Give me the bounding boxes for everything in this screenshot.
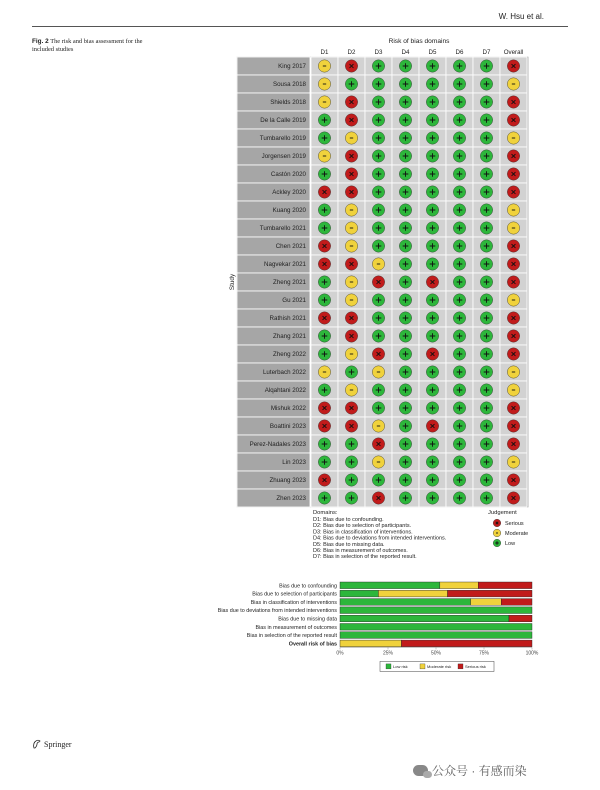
study-row: [237, 363, 527, 381]
study-row: [237, 309, 527, 327]
bar-segment: [509, 615, 532, 622]
category-label: Bias due to missing data: [278, 616, 337, 623]
bar-segment: [340, 640, 401, 647]
plot-title: Risk of bias domains: [388, 38, 450, 45]
study-row: [237, 129, 527, 147]
study-name: Chen 2021: [275, 243, 306, 251]
domain-description: D5: Bias due to missing data.: [313, 541, 385, 548]
bar-segment: [340, 632, 532, 639]
publisher-footer: [32, 739, 72, 749]
summary-x-ticks: [336, 647, 539, 656]
study-name: Zhuang 2023: [269, 477, 306, 485]
study-name: Mishuk 2022: [270, 405, 306, 413]
study-row: [237, 399, 527, 417]
bar-segment: [340, 624, 532, 631]
bar-segment: [340, 599, 471, 606]
x-tick-label: 100%: [525, 650, 539, 657]
study-name: Ackley 2020: [272, 189, 306, 197]
study-row: [237, 345, 527, 363]
category-label: Bias in classification of interventions: [250, 599, 337, 606]
study-row: [237, 75, 527, 93]
bar-segment: [401, 640, 532, 647]
springer-horse-icon: [32, 739, 41, 749]
x-tick-label: 50%: [430, 650, 442, 657]
watermark-text: 公众号 · 有感而染: [432, 764, 527, 778]
column-header-d5: D5: [428, 49, 437, 56]
summary-legend: [380, 661, 494, 671]
publisher-name: Springer: [44, 739, 72, 749]
legend-label-serious: Serious: [505, 521, 524, 527]
study-name: Luterbach 2022: [262, 369, 306, 377]
bar-segment: [340, 615, 509, 622]
study-row: [237, 147, 527, 165]
study-name: Tumbarello 2019: [259, 135, 306, 143]
study-name: Tumbarello 2021: [259, 225, 306, 233]
domain-description: D3: Bias in classification of interventions.: [313, 529, 413, 536]
study-name: Castón 2020: [270, 171, 306, 179]
study-row: [237, 291, 527, 309]
category-label: Bias due to deviations from intended interventions: [217, 608, 337, 615]
study-row: [237, 57, 527, 75]
category-label: Overall risk of bias: [288, 641, 337, 648]
category-label: Bias in measurement of outcomes: [255, 624, 337, 631]
judgement-title: Judgement: [488, 510, 517, 516]
study-row: [237, 93, 527, 111]
study-name: King 2017: [278, 63, 306, 71]
study-name: Zhang 2021: [272, 333, 306, 341]
summary-category-labels: [218, 583, 338, 647]
study-row: [237, 183, 527, 201]
summary-bars: [340, 582, 532, 647]
study-name: Boattini 2023: [269, 423, 306, 431]
study-row: [237, 273, 527, 291]
watermark: [413, 762, 527, 779]
column-header-d2: D2: [347, 49, 356, 56]
study-row: [237, 165, 527, 183]
column-header-overall: Overall: [503, 49, 524, 56]
legend-series-label: Low risk: [393, 664, 408, 670]
study-name: Zheng 2022: [272, 351, 306, 359]
y-axis-label: Study: [229, 273, 236, 291]
study-row: [237, 237, 527, 255]
legend-series-label: Moderate risk: [427, 664, 452, 670]
study-name: Sousa 2018: [272, 81, 306, 89]
study-name: Nagvekar 2021: [264, 261, 306, 269]
category-label: Bias in selection of the reported result: [246, 633, 337, 640]
study-row: [237, 255, 527, 273]
risk-of-bias-summary-chart: [0, 570, 600, 690]
domains-list: [313, 517, 447, 560]
study-name: Lin 2023: [282, 459, 306, 467]
column-header-d1: D1: [320, 49, 329, 56]
figure-caption-text: The risk and bias assessment for the included studies: [32, 38, 143, 53]
wechat-icon: [413, 765, 428, 776]
category-label: Bias due to confounding: [279, 583, 337, 590]
study-name: Jorgensen 2019: [261, 153, 306, 161]
running-header-author: W. Hsu et al.: [498, 12, 544, 21]
figure-label: Fig. 2: [32, 38, 49, 45]
bar-segment: [478, 582, 532, 589]
legend-swatch: [420, 664, 425, 669]
study-name: De la Calle 2019: [260, 117, 306, 125]
bar-segment: [340, 582, 440, 589]
domains-legend: [313, 510, 447, 560]
study-row: [237, 471, 527, 489]
study-row: [237, 111, 527, 129]
domain-description: D1: Bias due to confounding.: [313, 517, 384, 523]
x-tick-label: 0%: [336, 650, 344, 657]
bar-segment: [340, 607, 532, 614]
bar-segment: [448, 590, 532, 597]
domain-description: D6: Bias in measurement of outcomes.: [313, 548, 408, 554]
legend-swatch: [458, 664, 463, 669]
category-label: Bias due to selection of participants: [252, 591, 337, 598]
study-name: Zheng 2021: [272, 279, 306, 287]
bar-segment: [340, 590, 378, 597]
study-name: Rathish 2021: [269, 315, 306, 323]
study-row: [237, 435, 527, 453]
legend-label-low: Low: [505, 541, 516, 547]
study-row: [237, 417, 527, 435]
bar-segment: [440, 582, 478, 589]
legend-swatch: [386, 664, 391, 669]
judgement-legend: [488, 510, 528, 547]
study-row: [237, 453, 527, 471]
study-row: [237, 381, 527, 399]
legend-series-label: Serious risk: [465, 664, 486, 670]
study-row: [237, 219, 527, 237]
domain-description: D7: Bias in selection of the reported result.: [313, 554, 417, 560]
column-header-d7: D7: [482, 49, 491, 56]
study-row: [237, 327, 527, 345]
x-tick-label: 25%: [382, 650, 394, 657]
domains-title: Domains:: [313, 510, 338, 516]
domain-description: D2: Bias due to selection of participants.: [313, 523, 412, 530]
study-rows: [237, 57, 527, 507]
study-name: Alqahtani 2022: [264, 387, 306, 395]
domain-description: D4: Bias due to deviations from intended interventions.: [313, 535, 447, 542]
column-headers: [321, 49, 524, 56]
x-tick-label: 75%: [478, 650, 490, 657]
study-row: [237, 489, 527, 507]
column-header-d6: D6: [455, 49, 464, 56]
column-header-d4: D4: [401, 49, 410, 56]
column-header-d3: D3: [374, 49, 383, 56]
study-name: Gu 2021: [282, 297, 306, 305]
bar-segment: [501, 599, 532, 606]
bar-segment: [378, 590, 447, 597]
study-name: Shields 2018: [270, 99, 306, 107]
legend-label-moderate: Moderate: [505, 531, 529, 537]
bar-segment: [471, 599, 502, 606]
study-row: [237, 201, 527, 219]
judgement-items: [493, 519, 528, 547]
study-name: Zhen 2023: [276, 495, 306, 503]
study-name: Kuang 2020: [272, 207, 306, 215]
study-name: Perez-Nadales 2023: [249, 441, 306, 449]
